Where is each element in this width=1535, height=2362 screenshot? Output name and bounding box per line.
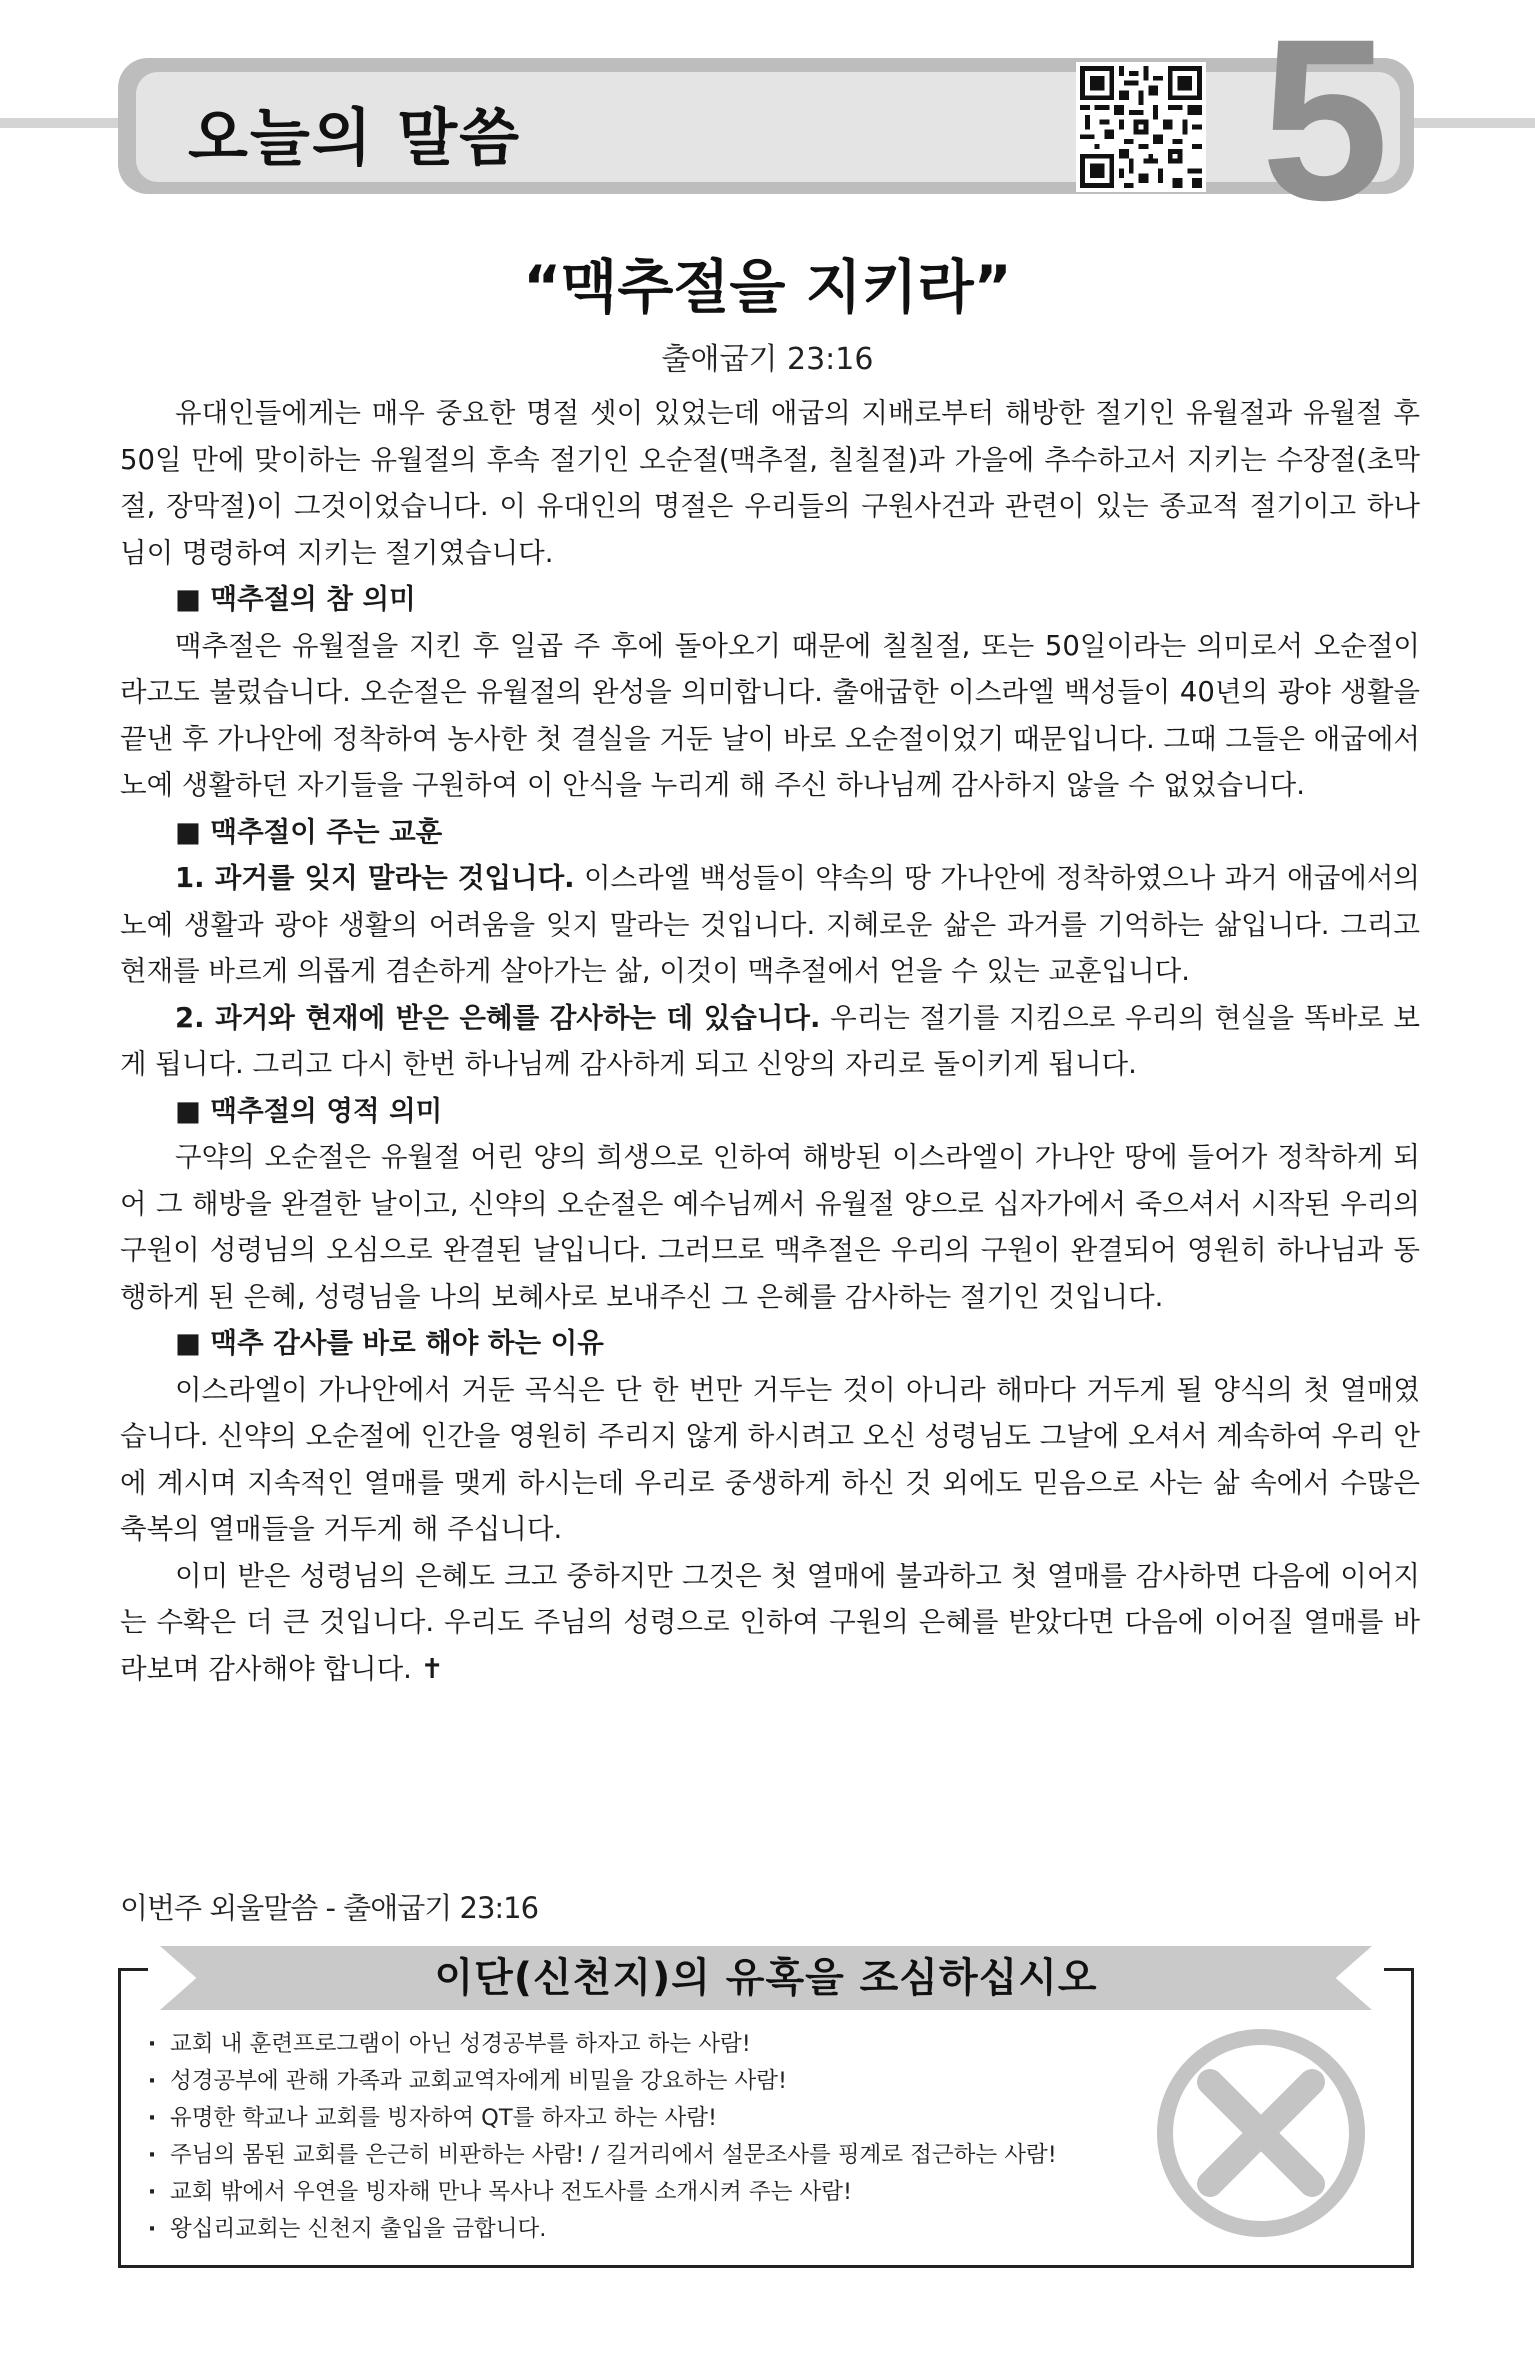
page-number: 5 [1261,0,1389,248]
paragraph [120,995,1420,1088]
paragraph-lead: 2. 과거와 현재에 받은 은혜를 감사하는 데 있습니다. [175,1001,821,1034]
paragraph-text: 이스라엘 백성들이 약속의 땅 가나안에 정착하였으나 과거 애굽에서의 노예 생활과 광야 생활의 어려움을 잊지 말라는 것입니다. 지혜로운 삶은 과거를 기억하는 삶입니다. 그리고 현재를 바르게 의롭게 겸손하게 살아가는 삶, 이것이 맥추절에서 얻을 수 있는 교훈입니다. [120,862,1420,987]
section-heading: ■ 맥추절의 참 의미 [175,583,416,615]
header-side-line-left [0,118,130,128]
warning-box-corner-right [1384,1968,1414,1971]
paragraph-lead: 1. 과거를 잊지 말라는 것입니다. [175,862,575,894]
warning-item: · 유명한 학교나 교회를 빙자하여 QT를 하자고 하는 사람! [140,2100,1240,2137]
warning-item: · 주님의 몸된 교회를 은근히 비판하는 사람! / 길거리에서 설문조사를 핑계로 접근하는 사람! [140,2137,1240,2174]
warning-item: · 왕십리교회는 신천지 출입을 금합니다. [140,2211,1240,2248]
sermon-reference: 출애굽기 23:16 [661,342,874,377]
intro-paragraph: 유대인들에게는 매우 중요한 명절 셋이 있었는데 애굽의 지배로부터 해방한 절기인 유월절과 유월절 후 50일 만에 맞이하는 유월절의 후속 절기인 오순절(맥추절, 칠칠절)과 가을에 추수하고서 지키는 수장절(초막절, 장막절)이 그것이었습니다. 이 유대인의 명절은 우리들의 구원사건과 관련이 있는 종교적 절기이고 하나님이 명령하여 지키는 절기였습니다. [120,397,1420,569]
sermon-body [120,390,1420,1692]
warning-item: · 성경공부에 관해 가족과 교회교역자에게 비밀을 강요하는 사람! [140,2063,1240,2100]
warning-list [140,2026,1240,2248]
warning-item: · 교회 밖에서 우연을 빙자해 만나 목사나 전도사를 소개시켜 주는 사람! [140,2174,1240,2211]
paragraph: 이미 받은 성령님의 은혜도 크고 중하지만 그것은 첫 열매에 불과하고 첫 열매를 감사하면 다음에 이어지는 수확은 더 큰 것입니다. 우리도 주님의 성령으로 인하여 구원의 은혜를 받았다면 다음에 이어질 열매를 바라보며 감사해야 합니다. ✝ [120,1559,1420,1685]
section-heading: ■ 맥추 감사를 바로 해야 하는 이유 [175,1327,604,1359]
header-side-line-right [1410,118,1535,128]
paragraph-text: 우리는 절기를 지킴으로 우리의 현실을 똑바로 보게 됩니다. 그리고 다시 한번 하나님께 감사하게 되고 신앙의 자리로 돌이키게 됩니다. [120,1001,1420,1080]
no-entry-x-icon [1154,2026,1368,2240]
warning-box-corner-left [118,1968,148,1971]
sermon-title: “맥추절을 지키라” [523,253,1012,321]
memory-verse: 이번주 외울말씀 - 출애굽기 23:16 [120,1891,539,1925]
section-heading: ■ 맥추절이 주는 교훈 [175,815,443,848]
qr-code-icon[interactable] [1076,62,1206,192]
paragraph: 이스라엘이 가나안에서 거둔 곡식은 단 한 번만 거두는 것이 아니라 해마다 거두게 될 양식의 첫 열매였습니다. 신약의 오순절에 인간을 영원히 주리지 않게 하시려고 오신 성령님도 그날에 오셔서 계속하여 우리 안에 계시며 지속적인 열매를 맺게 하시는데 우리로 중생하게 하신 것 외에도 믿음으로 사는 삶 속에서 수많은 축복의 열매들을 거두게 해 주십니다. [120,1373,1420,1545]
paragraph: 구약의 오순절은 유월절 어린 양의 희생으로 인하여 해방된 이스라엘이 가나안 땅에 들어가 정착하게 되어 그 해방을 완결한 날이고, 신약의 오순절은 예수님께서 유월절 양으로 십자가에서 죽으셔서 시작된 우리의 구원이 성령님의 오심으로 완결된 날입니다. 그러므로 맥추절은 우리의 구원이 완결되어 영원히 하나님과 동행하게 된 은혜, 성령님을 나의 보혜사로 보내주신 그 은혜를 감사하는 절기인 것입니다. [120,1141,1420,1313]
warning-item: · 교회 내 훈련프로그램이 아닌 성경공부를 하자고 하는 사람! [140,2026,1240,2063]
section-title: 오늘의 말씀 [188,101,522,174]
paragraph: 맥추절은 유월절을 지킨 후 일곱 주 후에 돌아오기 때문에 칠칠절, 또는 50일이라는 의미로서 오순절이라고도 불렀습니다. 오순절은 유월절의 완성을 의미합니다. 출애굽한 이스라엘 백성들이 40년의 광야 생활을 끝낸 후 가나안에 정착하여 농사한 첫 결실을 거둔 날이 바로 오순절이었기 때문입니다. 그때 그들은 애굽에서 노예 생활하던 자기들을 구원하여 이 안식을 누리게 해 주신 하나님께 감사하지 않을 수 없었습니다. [120,629,1420,801]
warning-title: 이단(신천지)의 유혹을 조심하십시오 [434,1955,1098,2001]
paragraph [120,855,1420,995]
section-heading: ■ 맥추절의 영적 의미 [175,1094,443,1127]
